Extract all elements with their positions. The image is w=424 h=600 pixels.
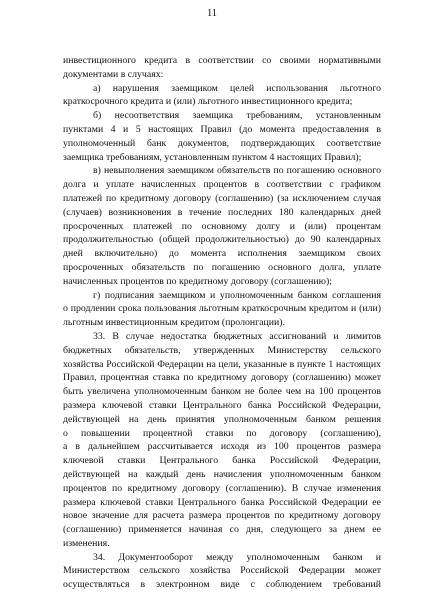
text-line: (соглашению) применяется начиная со дня, следующего за днем ее bbox=[63, 524, 381, 536]
text-line: уполномоченный банк документов, подтверждающих соответствие bbox=[63, 137, 381, 149]
text-line: заемщика требованиям, установленным пунктом 4 настоящих Правил); bbox=[63, 151, 362, 163]
text-line: долга и уплате начисленных процентов в соответствии с графиком bbox=[63, 179, 381, 191]
text-line: быть увеличена уполномоченным банком не более чем на 100 процентов bbox=[63, 386, 381, 398]
text-line: Правил, процентная ставка по кредитному договору (соглашению) может bbox=[63, 372, 381, 384]
document-body bbox=[63, 54, 381, 592]
text-line: дней включительно) до момента исполнения заемщиком своих bbox=[63, 248, 381, 260]
text-line: осуществляться в электронном виде с соблюдением требований bbox=[63, 579, 381, 591]
text-line: (случаев) возникновения в течение последних 180 календарных дней bbox=[63, 206, 381, 218]
text-line: 34. Документооборот между уполномоченным банком и bbox=[93, 551, 381, 563]
text-line: документами в случаях: bbox=[63, 68, 164, 80]
text-line: размера ключевой ставки Центрального банка Российской Федерации, bbox=[63, 399, 381, 411]
text-line: бюджетных обязательств, утвержденных Министерству сельского bbox=[63, 344, 381, 356]
text-line: продолжительностью (общей продолжительностью) до 90 календарных bbox=[63, 234, 381, 246]
page-number: 11 bbox=[206, 8, 218, 19]
text-line: а) нарушения заемщиком целей использования льготного bbox=[93, 82, 381, 94]
text-line: размера ключевой ставки Центрального банка Российской Федерации ее bbox=[63, 496, 381, 508]
text-line: краткосрочного кредита и (или) льготного инвестиционного кредита; bbox=[63, 96, 353, 108]
text-line: процентов по кредитному договору (соглашению). В случае изменения bbox=[63, 482, 381, 494]
text-line: 33. В случае недостатка бюджетных ассигнований и лимитов bbox=[93, 330, 381, 342]
text-line: б) несоответствия заемщика требованиям, установленным bbox=[93, 110, 381, 122]
text-line: о повышении процентной ставки по договору (соглашению), bbox=[63, 427, 381, 439]
text-line: г) подписания заемщиком и уполномоченным банком соглашения bbox=[93, 289, 381, 301]
text-line: изменения. bbox=[63, 537, 110, 549]
text-line: просроченных обязательств по погашению основного долга, уплате bbox=[63, 261, 381, 273]
text-line: действующей на день принятия уполномоченным банком решения bbox=[63, 413, 381, 425]
text-line: льготным инвестиционным кредитом (пролонгации). bbox=[63, 317, 285, 329]
text-line: Министерством сельского хозяйства Российской Федерации может bbox=[63, 565, 381, 577]
text-line: пунктами 4 и 5 настоящих Правил (до момента предоставления в bbox=[63, 123, 381, 135]
text-line: хозяйства Российской Федерации на цели, указанные в пункте 1 настоящих bbox=[63, 358, 381, 370]
text-line: о продлении срока пользования льготным краткосрочным кредитом и (или) bbox=[63, 303, 381, 315]
text-line: начисленных процентов по кредитному договору (соглашению); bbox=[63, 275, 332, 287]
text-line: просроченных платежей по основному долгу и (или) процентам bbox=[63, 220, 381, 232]
text-line: платежей по кредитному договору (соглашению) (за исключением случая bbox=[63, 192, 381, 204]
text-line: действующей на каждый день начисления уполномоченным банком bbox=[63, 468, 381, 480]
text-line: в) невыполнения заемщиком обязательств по погашению основного bbox=[93, 165, 381, 177]
text-line: ключевой ставки Центрального банка Российской Федерации, bbox=[63, 455, 381, 467]
text-block bbox=[63, 54, 381, 592]
text-line: новое значение для расчета размера процентов по кредитному договору bbox=[63, 510, 381, 522]
text-line: инвестиционного кредита в соответствии со своими нормативными bbox=[63, 55, 381, 66]
text-line: а в дальнейшем рассчитывается исходя из 100 процентов размера bbox=[63, 441, 381, 453]
